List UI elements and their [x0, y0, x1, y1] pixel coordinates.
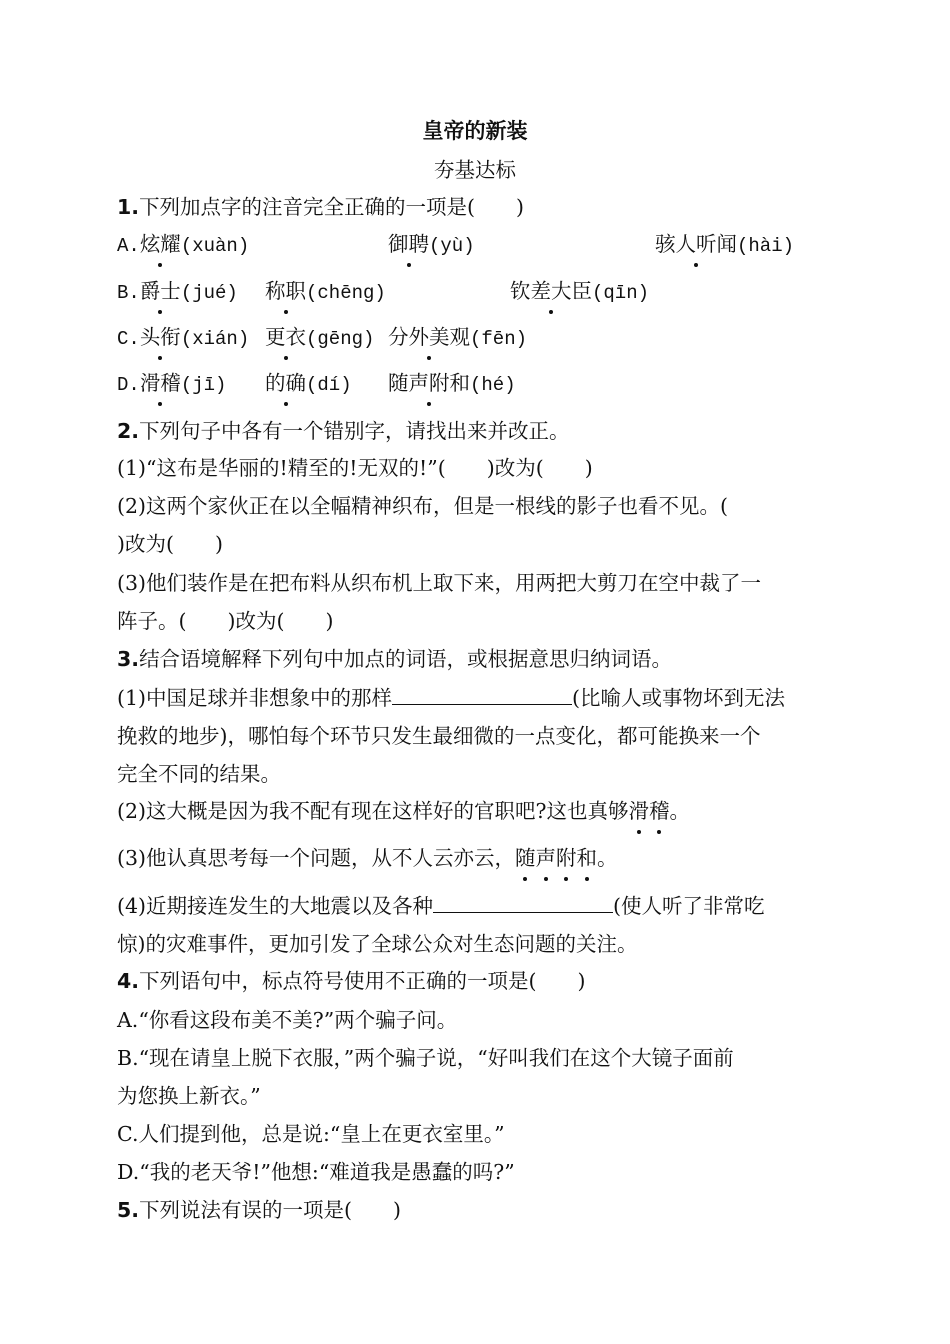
q1-option-d-2: 的确(dí): [265, 368, 352, 400]
q2-sentence-3-line-1: (3)他们装作是在把布料从织布机上取下来，用两把大剪刀在空中裁了一: [117, 571, 762, 595]
q1-option-b-2: 称职(chēng): [265, 276, 386, 308]
emphasis-char: 声: [536, 843, 557, 873]
q1-option-c-3: 分外美观(fēn): [388, 322, 527, 354]
q4-option-d: D.“我的老天爷!”他想:“难道我是愚蠢的吗?”: [117, 1160, 515, 1184]
q3-sentence-4-line-2: 惊)的灾难事件，更加引发了全球公众对生态问题的关注。: [117, 932, 638, 956]
q4-option-b-line-1: B.“现在请皇上脱下衣服，”两个骗子说，“好叫我们在这个大镜子面前: [117, 1046, 734, 1070]
emphasis-char: 滑: [629, 796, 650, 826]
q3-sentence-1-line-1: (1)中国足球并非想象中的那样 (比喻人或事物坏到无法: [117, 686, 786, 710]
q4-option-c: C.人们提到他，总是说:“皇上在更衣室里。”: [117, 1122, 505, 1146]
q4-option-b-line-2: 为您换上新衣。”: [117, 1084, 261, 1108]
answer-blank: [433, 894, 613, 913]
question-3-stem: 3.结合语境解释下列句中加点的词语，或根据意思归纳词语。: [117, 647, 673, 671]
emphasis-char: 稽: [649, 796, 670, 826]
q2-sentence-3-line-2: 阵子。( )改为( ): [117, 609, 334, 633]
q2-sentence-2-line-1: (2)这两个家伙正在以全幅精神织布，但是一根线的影子也看不见。(: [117, 494, 729, 518]
q2-sentence-2-line-2: )改为( ): [117, 532, 223, 556]
q1-option-a-1: A.炫耀(xuàn): [117, 229, 249, 261]
document-title: 皇帝的新装: [422, 119, 528, 143]
q4-option-a: A.“你看这段布美不美?”两个骗子问。: [117, 1008, 458, 1032]
q1-option-a-2: 御聘(yù): [388, 229, 475, 261]
question-5-stem: 5.下列说法有误的一项是( ): [117, 1198, 402, 1222]
q3-sentence-1-line-3: 完全不同的结果。: [117, 762, 281, 786]
q1-option-b-1: B.爵士(jué): [117, 276, 238, 308]
question-1-stem: 1.下列加点字的注音完全正确的一项是( ): [117, 195, 525, 219]
q1-option-d-1: D.滑稽(jī): [117, 368, 226, 400]
emphasis-char: 附: [556, 843, 577, 873]
emphasis-char: 随: [515, 843, 536, 873]
q3-sentence-1-line-2: 挽救的地步)，哪怕每个环节只发生最细微的一点变化，都可能换来一个: [117, 724, 761, 748]
q1-option-d-3: 随声附和(hé): [388, 368, 516, 400]
answer-blank: [392, 686, 572, 705]
q1-option-b-3: 钦差大臣(qīn): [510, 276, 649, 308]
q1-option-c-2: 更衣(gēng): [265, 322, 374, 354]
question-2-stem: 2.下列句子中各有一个错别字，请找出来并改正。: [117, 419, 570, 443]
q1-option-a-3: 骇人听闻(hài): [655, 229, 794, 261]
q3-sentence-4-line-1: (4)近期接连发生的大地震以及各种 (使人听了非常吃: [117, 894, 765, 918]
q3-sentence-2: (2)这大概是因为我不配有现在这样好的官职吧?这也真够滑稽。: [117, 796, 690, 826]
q3-sentence-3: (3)他认真思考每一个问题，从不人云亦云，随声附和。: [117, 843, 618, 873]
section-subtitle: 夯基达标: [434, 158, 516, 182]
emphasis-char: 和: [577, 843, 598, 873]
q2-sentence-1: (1)“这布是华丽的!精至的!无双的!”( )改为( ): [117, 456, 593, 480]
q1-option-c-1: C.头衔(xián): [117, 322, 249, 354]
question-4-stem: 4.下列语句中，标点符号使用不正确的一项是( ): [117, 969, 586, 993]
